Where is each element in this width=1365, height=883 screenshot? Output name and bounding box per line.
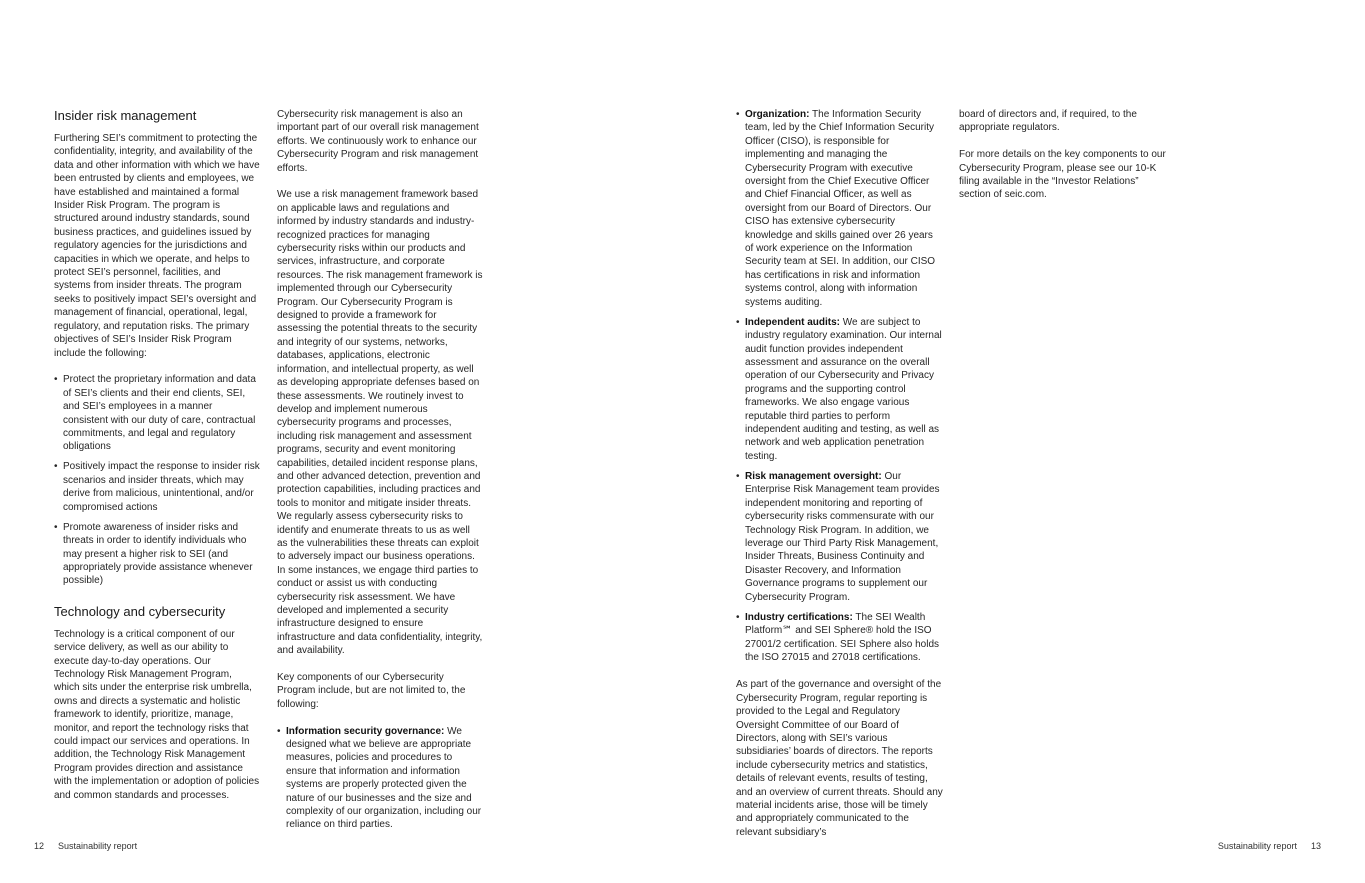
bullet-title: Information security governance: [286, 725, 445, 737]
column-cybersecurity [277, 108, 483, 845]
footer-left [34, 841, 137, 851]
page-number: 12 [34, 841, 45, 851]
bullet-title: Independent audits: [745, 316, 840, 328]
bullet-text: The SEI Wealth Platform℠ and SEI Sphere® hold the ISO 27001/2 certification. SEI Sphere also holds the ISO 27015 and 27018 certifications. [745, 611, 940, 663]
cyber-paragraph-2: We use a risk management framework based on applicable laws and regulations and informed by industry standards and industry-recognized practices for managing cybersecurity risks within our products and services, infrastructure, and corporate resources. The risk management framework is implemented through our Cybersecurity Program. Our Cybersecurity Program is designed to provide a framework for assessing the potential threats to the security and integrity of our systems, networks, databases, applications, electronic information, and intellectual property, as well as developing appropriate defenses based on these assessments. We routinely invest to develop and implement numerous cybersecurity programs and processes, including risk management and assessment programs, security and event monitoring capabilities, detailed incident response plans, and other advanced detection, prevention and protection capabilities, including practices and tools to monitor and mitigate insider threats. We regularly assess cybersecurity risks to identify and enumerate threats to us as well as the vulnerabilities these threats can exploit to adversely impact our business operations. In some instances, we engage third parties to conduct or assist us with conducting cybersecurity risk assessment. We have developed and implemented a security infrastructure designed to ensure infrastructure and data confidentiality, integrity, and availability. [277, 189, 483, 657]
footer-label: Sustainability report [58, 841, 138, 851]
bullet-title: Organization: [745, 109, 810, 120]
details-paragraph: For more details on the key components to our Cybersecurity Program, please see our 10-K filing available in the “Investor Relations” section of seic.com. [959, 149, 1166, 201]
insider-intro: Furthering SEI’s commitment to protecting the confidentiality, integrity, and availability of the data and other information with which we have been entrusted by clients and employees, we have established and maintained a formal Insider Risk Program. The program is structured around industry standards, sound business practices, and guidelines issued by regulatory agencies for the jurisdictions and capacities in which we operate, and helps to protect SEI’s personnel, facilities, and systems from insider threats. The program seeks to positively impact SEI’s oversight and management of financial, operational, legal, regulatory, and reputation risks. The primary objectives of SEI’s Insider Risk Program include the following: [54, 133, 260, 359]
column-key-components [736, 108, 943, 853]
list-item: • Protect the proprietary information and data of SEI’s clients and their end clients, SEI, and SEI’s employees in a manner consistent with our duty of care, contractual commitments, and legal and regulatory obligations [54, 373, 260, 453]
heading-insider-risk: Insider risk management [54, 108, 197, 123]
insider-objectives-list [54, 373, 260, 587]
list-item [736, 316, 943, 463]
left-page [0, 0, 682, 883]
key-components-list [277, 725, 483, 832]
column-insider-risk [54, 108, 260, 815]
bullet-text: We are subject to industry regulatory examination. Our internal audit function provides independent assessment and assurance on the overall operation of our Cybersecurity and Privacy programs and the supporting control frameworks. We also engage various reputable third parties to perform independent auditing and testing, as well as network and web application penetration testing. [745, 316, 942, 462]
list-item [277, 725, 483, 832]
right-page [683, 0, 1365, 883]
continuation-paragraph: board of directors and, if required, to the appropriate regulators. [959, 109, 1137, 134]
page-number: 13 [1310, 841, 1321, 851]
bullet-text: We designed what we believe are appropriate measures, policies and procedures to ensure that information and information systems are properly protected given the nature of our businesses and the size and complexity of our organization, including our reliance on third parties. [286, 725, 482, 831]
bullet-text: Our Enterprise Risk Management team provides independent monitoring and reporting of cybersecurity risks commensurate with our Technology Risk Program. In addition, we leverage our Third Party Risk Management, Insider Threats, Business Continuity and Disaster Recovery, and Information Governance programs to supplement our Cybersecurity Program. [745, 470, 940, 603]
list-item [736, 470, 943, 604]
column-details [959, 108, 1169, 215]
key-components-list-continued [736, 108, 943, 664]
cyber-paragraph-3: Key components of our Cybersecurity Program include, but are not limited to, the following: [277, 672, 466, 710]
bullet-title: Risk management oversight: [745, 470, 882, 482]
list-item [736, 611, 943, 665]
footer-label: Sustainability report [1217, 841, 1297, 851]
footer-right [1218, 841, 1321, 851]
governance-paragraph: As part of the governance and oversight of the Cybersecurity Program, regular reporting is provided to the Legal and Regulatory Oversight Committee of our Board of Directors, along with SEI’s various subsidiaries’ boards of directors. The reports include cybersecurity metrics and statistics, details of relevant events, results of testing, and an overview of current threats. Should any material incidents arise, those will be timely and appropriately communicated to the relevant subsidiary’s [736, 679, 943, 838]
bullet-text: The Information Security team, led by the Chief Information Security Officer (CISO), is responsible for implementing and managing the Cybersecurity Program with executive oversight from the Chief Executive Officer and Chief Financial Officer, as well as oversight from our Board of Directors. Our CISO has extensive cybersecurity knowledge and skills gained over 26 years of work experience on the Information Security team at SEI. In addition, our CISO has certifications in risk and information systems control, along with information systems auditing. [745, 109, 936, 308]
list-item: • Promote awareness of insider risks and threats in order to identify individuals who may present a higher risk to SEI (and appropriately provide assistance whenever possible) [54, 521, 260, 588]
list-item: • Positively impact the response to insider risk scenarios and insider threats, which may derive from malicious, unintentional, and/or compromised actions [54, 460, 260, 514]
cyber-paragraph-1: Cybersecurity risk management is also an important part of our overall risk management efforts. We continuously work to enhance our Cybersecurity Program and risk management efforts. [277, 109, 479, 174]
technology-paragraph: Technology is a critical component of our service delivery, as well as our ability to execute day-to-day operations. Our Technology Risk Management Program, which sits under the enterprise risk umbrella, owns and directs a systematic and holistic framework to identify, prioritize, manage, monitor, and report the technology risks that could impact our services and operations. In addition, the Technology Risk Management Program provides direction and assistance with the implementation or adoption of policies and common standards and processes. [54, 628, 260, 801]
bullet-title: Industry certifications: [745, 611, 853, 623]
list-item [736, 108, 943, 309]
heading-technology-cybersecurity: Technology and cybersecurity [54, 603, 226, 619]
